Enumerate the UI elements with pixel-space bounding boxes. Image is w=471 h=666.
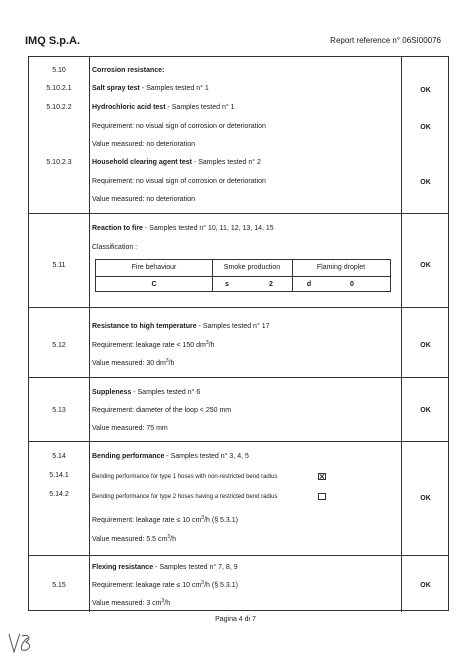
clause-number: 5.15 [52,582,66,589]
classification-header-row [96,260,390,276]
section-bending-performance [29,441,448,555]
company-name: IMQ S.p.A. [25,35,80,47]
result-ok: OK [420,582,431,589]
type2-checkbox[interactable] [318,493,326,500]
test-results-table [28,56,449,611]
result-ok: OK [420,407,431,414]
page-number: Pagina 4 di 7 [215,616,256,623]
section-title: Corrosion resistance: [92,67,165,74]
clause-number: 5.13 [52,407,66,414]
salt-spray-test: Salt spray test - Samples tested n° 1 [92,85,209,92]
clause-number: 5.10.2.2 [46,104,72,111]
result-ok: OK [420,124,431,131]
clause-number: 5.10 [52,67,66,74]
result-ok: OK [420,342,431,349]
requirement-text: Requirement: diameter of the loop < 250 mm [92,407,232,414]
type1-checkbox[interactable] [318,473,326,480]
section-flexing-resistance [29,555,448,612]
result-ok: OK [420,262,431,269]
clause-number: 5.10.2.1 [46,85,72,92]
result-ok: OK [420,87,431,94]
value-measured-text: Value measured: no deterioration [92,196,195,203]
requirement-text: Requirement: no visual sign of corrosion or deterioration [92,123,266,130]
value-smoke-level: 2 [269,281,273,288]
result-ok: OK [420,495,431,502]
classification-value-row [96,276,390,293]
classification-label: Classification : [92,244,138,251]
section-suppleness [29,377,448,441]
header-smoke-production: Smoke production [223,264,281,271]
signature-initials [6,628,40,656]
header-fire-behaviour: Fire behaviour [131,264,177,271]
report-reference: Report reference n° 06SI00076 [330,36,441,45]
bending-performance-title: Bending performance - Samples tested n° 3, 4, 5 [92,453,249,460]
clause-number: 5.14 [52,453,66,460]
value-measured-text: Value measured: 5.5 $cm^3/h$ [92,534,176,543]
value-measured-text: Value measured: 75 mm [92,425,168,432]
value-measured-text: Value measured: 3 $cm^3/h$ [92,598,171,607]
value-droplet-class: d [306,281,312,288]
section-high-temperature [29,307,448,377]
value-measured-text: Value measured: 30 $dm^3/h$ [92,358,175,367]
value-measured-text: Value measured: no deterioration [92,141,195,148]
clause-number: 5.10.2.3 [46,159,72,166]
requirement-text: Requirement: leakage rate < 150 $dm^3/h$ [92,340,215,349]
section-reaction-to-fire [29,213,448,307]
value-droplet-level: 0 [350,281,354,288]
bending-option-type2: Bending performance for type 2 hoses having a restricted bend radius [92,494,278,500]
clause-number: 5.14.1 [49,472,69,479]
classification-table [95,259,391,292]
reaction-to-fire-title: Reaction to fire - Samples tested n° 10, 11, 12, 13, 14, 15 [92,225,274,232]
section-corrosion-resistance [29,57,448,213]
clause-number: 5.12 [52,342,66,349]
suppleness-title: Suppleness - Samples tested n° 6 [92,389,201,396]
clause-number: 5.11 [52,262,66,269]
value-smoke-class: s [225,281,229,288]
result-ok: OK [420,179,431,186]
requirement-text: Requirement: no visual sign of corrosion or deterioration [92,178,266,185]
flexing-resistance-title: Flexing resistance - Samples tested n° 7, 8, 9 [92,564,238,571]
requirement-text: Requirement: leakage rate ≤ 10 $cm^3/h$ (§ 5.3.1) [92,515,238,524]
header-flaming-droplet: Flaming droplet [316,264,366,271]
household-agent-test: Household clearing agent test - Samples tested n° 2 [92,159,261,166]
requirement-text: Requirement: leakage rate ≤ 10 $cm^3/h$ (§ 5.3.1) [92,580,238,589]
hydrochloric-acid-test: Hydrochloric acid test - Samples tested n° 1 [92,104,235,111]
clause-number: 5.14.2 [49,491,69,498]
high-temperature-title: Resistance to high temperature - Samples tested n° 17 [92,323,270,330]
value-fire-behaviour: C [151,281,157,288]
bending-option-type1: Bending performance for type 1 hoses with non-restricted bend radius [92,474,278,480]
